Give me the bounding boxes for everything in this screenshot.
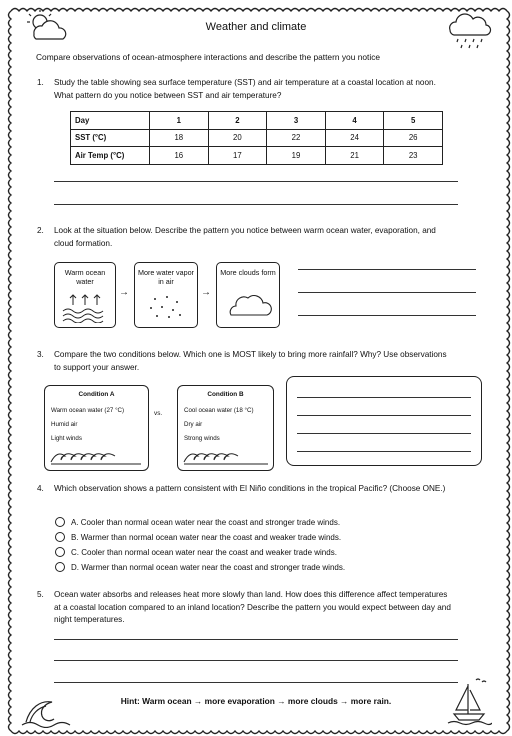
option-label: C. Cooler than normal ocean water near the coast and weaker trade winds. bbox=[71, 548, 337, 557]
condition-title: Condition B bbox=[207, 391, 244, 398]
answer-line[interactable] bbox=[54, 181, 458, 182]
condition-detail: Dry air bbox=[184, 421, 203, 428]
condition-a-card bbox=[44, 385, 149, 471]
vapor-dots-icon bbox=[145, 293, 187, 323]
option-label: A. Cooler than normal ocean water near the coast and stronger trade winds. bbox=[71, 518, 341, 527]
condition-detail: Cool ocean water (18 °C) bbox=[184, 407, 254, 414]
table-cell: 22 bbox=[267, 129, 326, 147]
radio-button[interactable] bbox=[55, 532, 65, 542]
option-c[interactable] bbox=[55, 547, 337, 557]
condition-detail: Strong winds bbox=[184, 435, 220, 442]
arrow-icon: → bbox=[119, 287, 129, 298]
table-cell: 20 bbox=[208, 129, 267, 147]
row-label: Air Temp (°C) bbox=[71, 147, 150, 165]
answer-line[interactable] bbox=[298, 269, 476, 270]
answer-line[interactable] bbox=[54, 682, 458, 683]
answer-line[interactable] bbox=[298, 292, 476, 293]
arrow-icon: → bbox=[201, 287, 211, 298]
instructions: Compare observations of ocean-atmosphere interactions and describe the pattern you notice bbox=[36, 52, 381, 62]
condition-b-card bbox=[177, 385, 274, 471]
waves-icon bbox=[49, 448, 144, 466]
radio-button[interactable] bbox=[55, 562, 65, 572]
question-number: 4. bbox=[37, 484, 44, 493]
table-header-cell: 2 bbox=[208, 112, 267, 130]
question-number: 5. bbox=[37, 590, 44, 599]
question-number: 2. bbox=[37, 226, 44, 235]
option-label: D. Warmer than normal ocean water near the coast and stronger trade winds. bbox=[71, 563, 346, 572]
question-text: Look at the situation below. Describe the pattern you notice between warm ocean water, evaporation, and cloud formation. bbox=[54, 226, 436, 248]
option-d[interactable] bbox=[55, 562, 345, 572]
condition-detail: Light winds bbox=[51, 435, 82, 442]
table-cell: 26 bbox=[384, 129, 443, 147]
warm-ocean-box bbox=[54, 262, 116, 328]
water-vapor-box bbox=[134, 262, 198, 328]
answer-line[interactable] bbox=[297, 433, 471, 434]
hint-text: Hint: Warm ocean → more evaporation → more clouds → more rain. bbox=[120, 696, 392, 706]
option-b[interactable] bbox=[55, 532, 341, 542]
question-text: Compare the two conditions below. Which one is MOST likely to bring more rainfall? Why? Use observations to support your answer. bbox=[54, 350, 447, 372]
table-cell: 24 bbox=[325, 129, 384, 147]
table-header-cell: 1 bbox=[150, 112, 209, 130]
condition-detail: Humid air bbox=[51, 421, 78, 428]
row-label: SST (°C) bbox=[71, 129, 150, 147]
table-header-cell: 5 bbox=[384, 112, 443, 130]
question-text: Study the table showing sea surface temperature (SST) and air temperature at a coastal location at noon. What pattern do you notice between SST and air temperature? bbox=[54, 78, 436, 100]
sst-table bbox=[70, 111, 443, 165]
page-title: Weather and climate bbox=[205, 21, 307, 33]
answer-line[interactable] bbox=[54, 204, 458, 205]
answer-line[interactable] bbox=[297, 451, 471, 452]
option-label: B. Warmer than normal ocean water near the coast and weaker trade winds. bbox=[71, 533, 342, 542]
waves-icon bbox=[182, 448, 270, 466]
box-label: More water vapor in air bbox=[138, 268, 194, 286]
condition-detail: Warm ocean water (27 °C) bbox=[51, 407, 125, 414]
answer-line[interactable] bbox=[297, 415, 471, 416]
table-cell: 21 bbox=[325, 147, 384, 165]
table-cell: 18 bbox=[150, 129, 209, 147]
cloud-icon bbox=[225, 291, 273, 323]
table-cell: 19 bbox=[267, 147, 326, 165]
radio-button[interactable] bbox=[55, 547, 65, 557]
table-header-cell: Day bbox=[71, 112, 150, 130]
wave-icon bbox=[20, 688, 72, 728]
table-row bbox=[71, 147, 443, 165]
answer-line[interactable] bbox=[54, 660, 458, 661]
question-text: Which observation shows a pattern consistent with El Niño conditions in the tropical Pacific? (Choose ONE.) bbox=[54, 484, 446, 493]
evaporation-waves-icon bbox=[61, 287, 109, 323]
question-number: 3. bbox=[37, 350, 44, 359]
clouds-box bbox=[216, 262, 280, 328]
condition-title: Condition A bbox=[78, 391, 115, 398]
table-row bbox=[71, 129, 443, 147]
table-cell: 16 bbox=[150, 147, 209, 165]
box-label: More clouds form bbox=[220, 268, 276, 277]
table-header-cell: 4 bbox=[325, 112, 384, 130]
question-number: 1. bbox=[37, 78, 44, 87]
radio-button[interactable] bbox=[55, 517, 65, 527]
box-label: Warm ocean water bbox=[64, 268, 106, 286]
table-cell: 17 bbox=[208, 147, 267, 165]
option-a[interactable] bbox=[55, 517, 340, 527]
answer-box[interactable] bbox=[286, 376, 482, 466]
answer-line[interactable] bbox=[298, 315, 476, 316]
answer-line[interactable] bbox=[54, 639, 458, 640]
table-header-cell: 3 bbox=[267, 112, 326, 130]
question-text: Ocean water absorbs and releases heat more slowly than land. How does this difference affect temperatures at a coastal location compared to an inland location? Describe the pattern you would expect between day and night temperatures. bbox=[54, 590, 451, 624]
table-cell: 23 bbox=[384, 147, 443, 165]
answer-line[interactable] bbox=[297, 397, 471, 398]
vs-label: vs. bbox=[154, 410, 163, 417]
